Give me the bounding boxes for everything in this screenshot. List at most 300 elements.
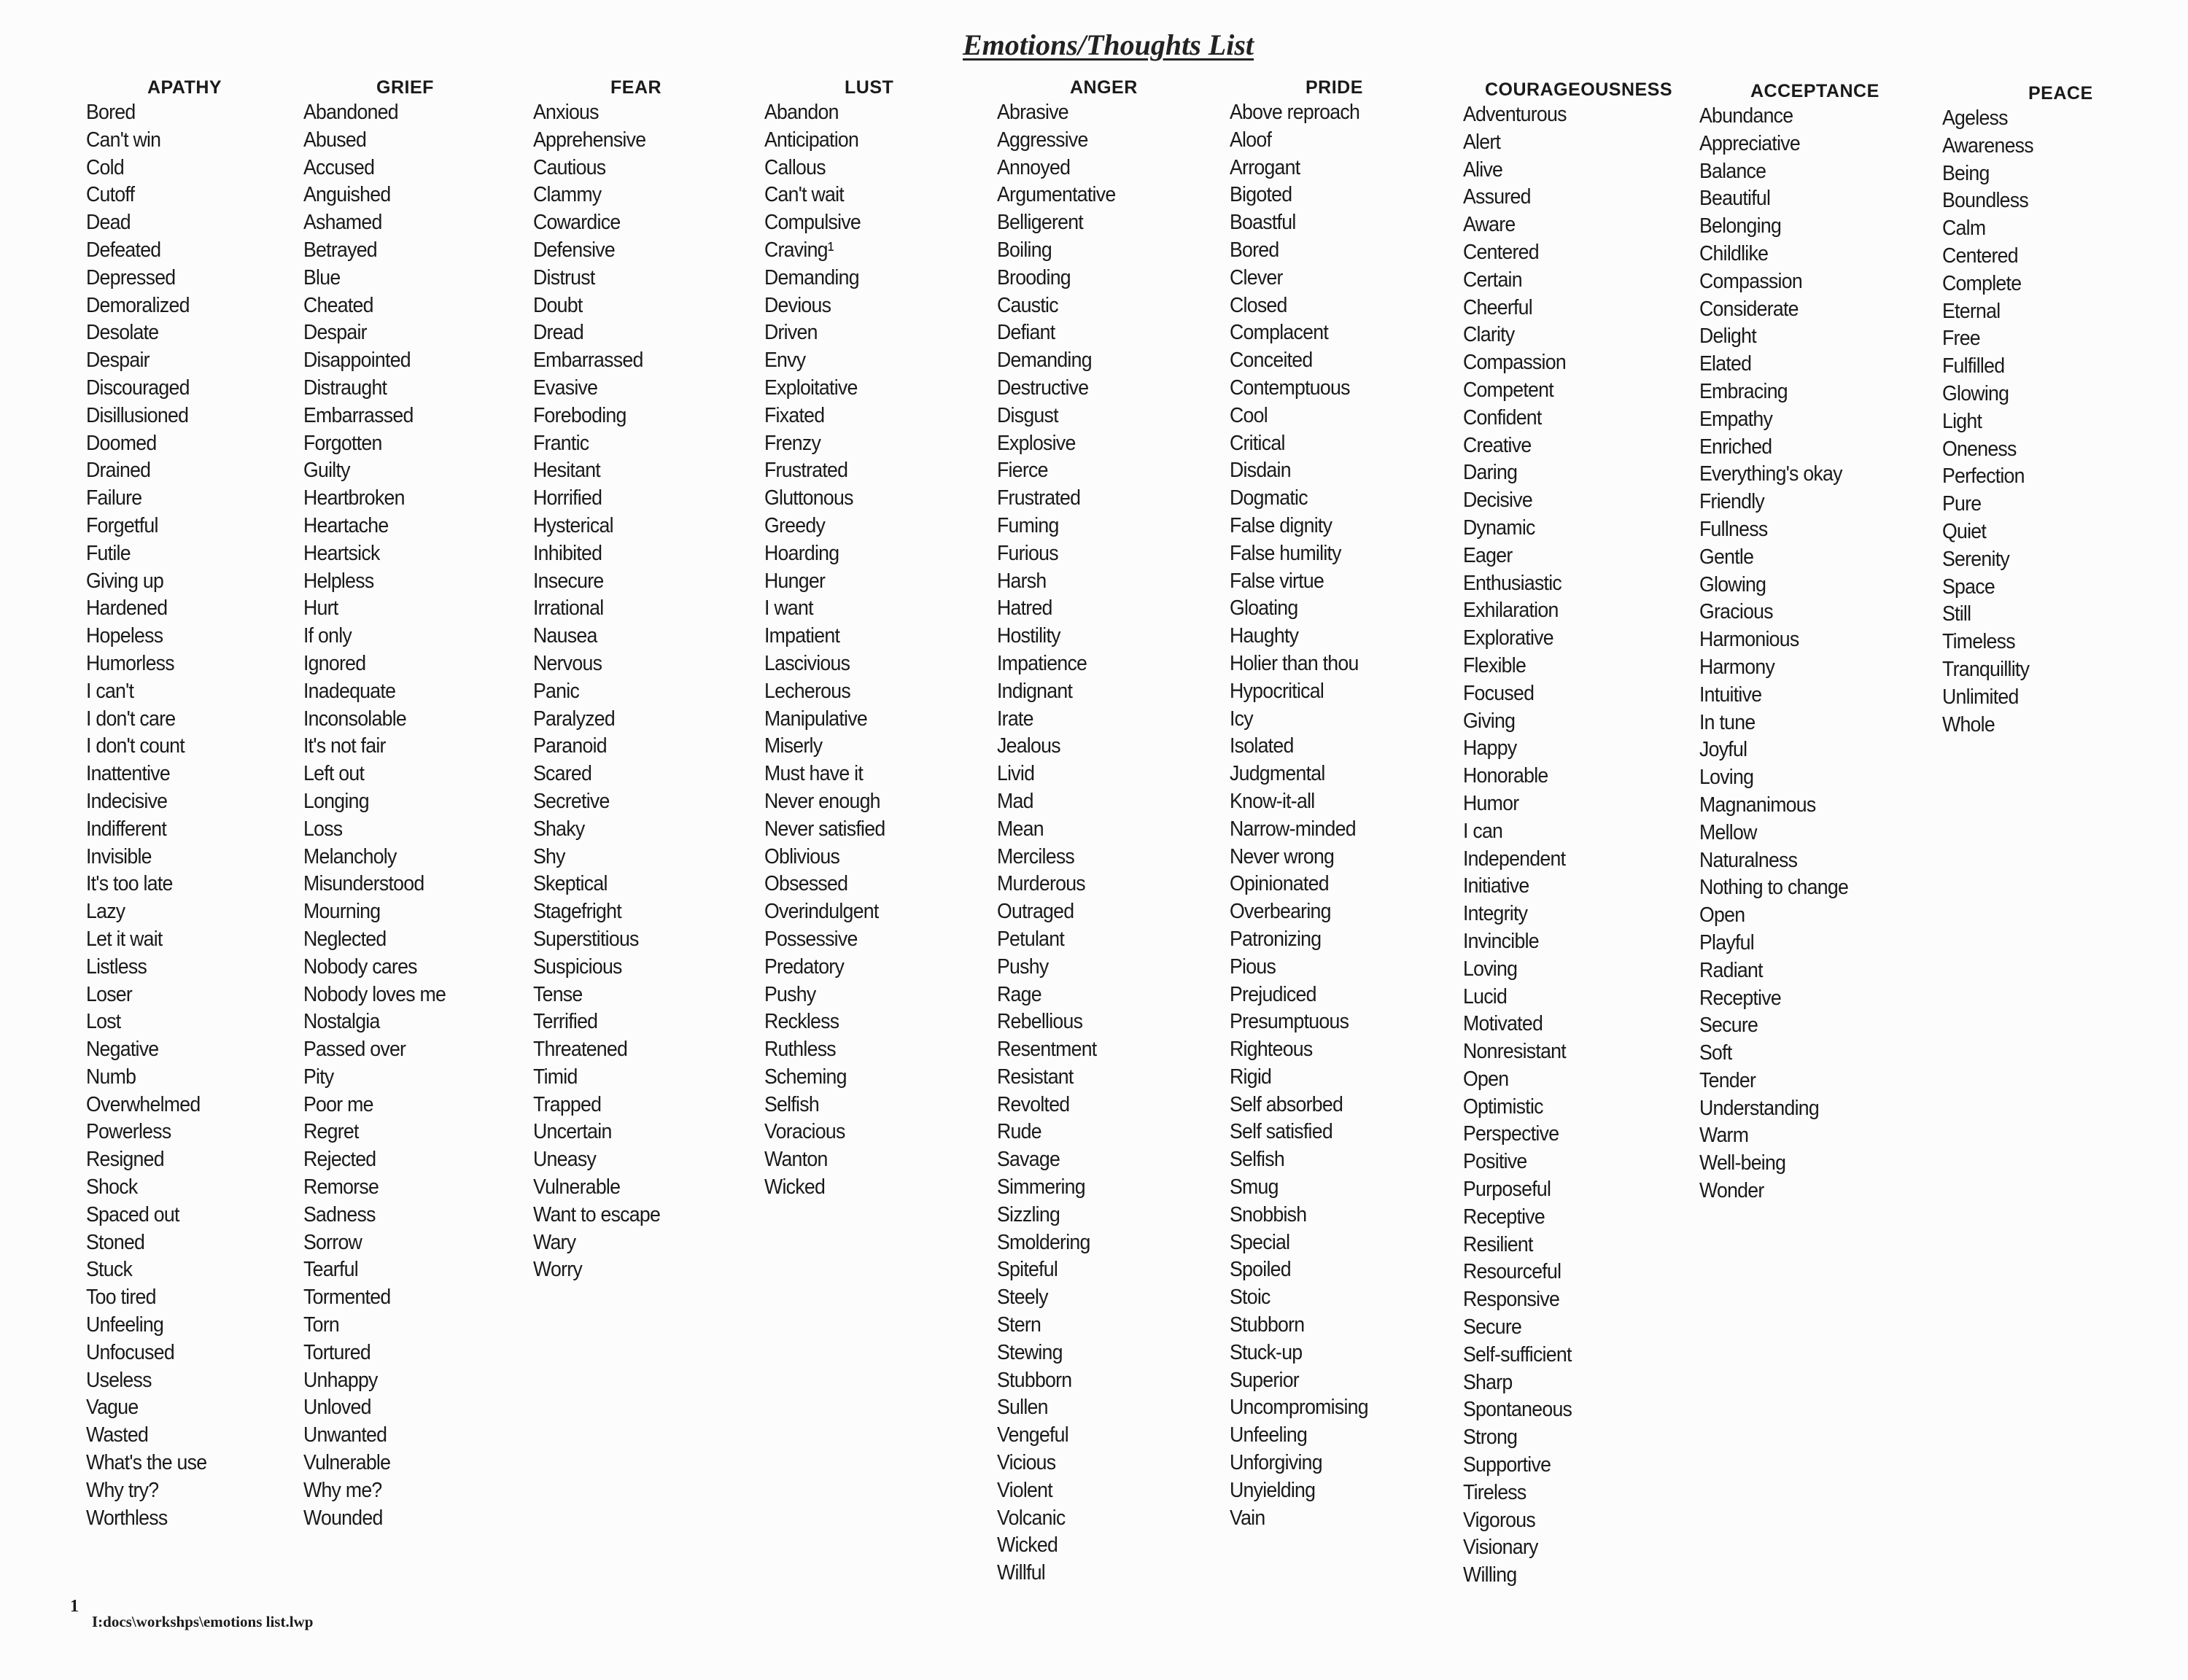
emotion-item: Above reproach: [1230, 101, 1360, 124]
emotion-item: Abrasive: [997, 101, 1068, 124]
emotion-item: Overbearing: [1230, 900, 1331, 924]
emotion-item: Light: [1942, 409, 1982, 433]
emotion-item: Pushy: [764, 982, 816, 1006]
emotion-item: Destructive: [997, 376, 1089, 400]
emotion-item: Stern: [997, 1313, 1041, 1337]
emotion-item: Complacent: [1230, 321, 1329, 345]
emotion-item: Distrust: [533, 265, 595, 289]
emotion-item: Ruthless: [764, 1038, 836, 1062]
emotion-item: Vague: [86, 1396, 139, 1420]
emotion-item: Elated: [1699, 352, 1752, 376]
emotion-item: Independent: [1463, 847, 1566, 871]
emotion-item: Ashamed: [303, 211, 382, 235]
emotion-item: Envy: [764, 349, 806, 373]
emotion-item: Uneasy: [533, 1148, 597, 1172]
emotion-item: Hatred: [997, 596, 1052, 621]
emotion-item: Threatened: [533, 1038, 628, 1062]
emotion-item: Daring: [1463, 461, 1518, 485]
emotion-item: Loser: [86, 982, 133, 1006]
emotion-item: Miserly: [764, 734, 823, 758]
emotion-item: Defiant: [997, 321, 1055, 345]
emotion-item: Worry: [533, 1258, 582, 1282]
emotion-item: Happy: [1463, 736, 1517, 761]
emotion-item: False dignity: [1230, 513, 1332, 537]
emotion-item: Cheated: [303, 293, 373, 317]
emotion-item: Depressed: [86, 265, 176, 289]
emotion-item: Responsive: [1463, 1288, 1560, 1312]
emotion-item: Selfish: [1230, 1148, 1284, 1172]
emotion-item: Resistant: [997, 1065, 1074, 1089]
emotion-item: Evasive: [533, 376, 598, 400]
emotion-item: Sullen: [997, 1396, 1048, 1420]
emotion-item: Gluttonous: [764, 486, 853, 510]
emotion-item: Adventurous: [1463, 103, 1567, 126]
emotion-item: Glowing: [1942, 381, 2009, 405]
emotion-item: Rage: [997, 982, 1041, 1006]
emotion-item: Cautious: [533, 155, 606, 179]
emotion-item: Invincible: [1463, 929, 1539, 953]
emotion-item: Self-sufficient: [1463, 1342, 1572, 1366]
emotion-item: Rigid: [1230, 1065, 1272, 1089]
emotion-item: Empathy: [1699, 407, 1773, 431]
emotion-item: Superior: [1230, 1368, 1299, 1392]
emotion-item: Calm: [1942, 217, 1986, 241]
emotion-item: Alert: [1463, 130, 1501, 154]
emotion-item: Oblivious: [764, 844, 840, 868]
emotion-item: Arrogant: [1230, 155, 1300, 179]
emotion-item: Unlimited: [1942, 685, 2019, 709]
emotion-item: Timid: [533, 1065, 578, 1089]
emotion-item: Sadness: [303, 1202, 376, 1226]
emotion-item: Bored: [86, 101, 136, 124]
emotion-item: Competent: [1463, 378, 1553, 402]
emotion-item: Open: [1463, 1067, 1509, 1091]
emotion-item: Clever: [1230, 265, 1283, 289]
emotion-item: Exploitative: [764, 376, 858, 400]
emotion-item: Tranquillity: [1942, 657, 2030, 681]
emotion-item: Sharp: [1463, 1370, 1513, 1394]
emotion-item: Anticipation: [764, 128, 859, 152]
emotion-item: Humorless: [86, 651, 174, 675]
column-apathy: [86, 76, 222, 1532]
emotion-item: Uncertain: [533, 1120, 612, 1144]
emotion-item: Humor: [1463, 791, 1519, 815]
emotion-item: Resourceful: [1463, 1260, 1562, 1284]
column-header: APATHY: [147, 77, 222, 98]
emotion-item: Wounded: [303, 1506, 383, 1530]
column-courageousness: [1463, 78, 1672, 1590]
column-header: PRIDE: [1306, 77, 1363, 98]
emotion-item: Rude: [997, 1120, 1041, 1144]
emotion-item: Clammy: [533, 183, 602, 207]
emotion-item: Fulfilled: [1942, 354, 2005, 378]
emotion-item: Rejected: [303, 1148, 376, 1172]
emotion-item: Insecure: [533, 569, 604, 593]
emotion-item: Lazy: [86, 900, 125, 924]
emotion-item: Friendly: [1699, 490, 1765, 514]
emotion-item: Lascivious: [764, 651, 850, 675]
emotion-item: Suspicious: [533, 954, 622, 979]
emotion-item: Snobbish: [1230, 1202, 1307, 1226]
emotion-item: Indifferent: [86, 817, 167, 841]
emotion-item: Compassion: [1699, 269, 1802, 293]
column-grief: [303, 76, 458, 1532]
emotion-item: Still: [1942, 602, 1971, 626]
emotion-item: Apprehensive: [533, 128, 646, 152]
emotion-item: Cowardice: [533, 211, 621, 235]
emotion-item: Unhappy: [303, 1368, 378, 1392]
emotion-item: Timeless: [1942, 630, 2015, 654]
emotion-item: Furious: [997, 541, 1058, 565]
emotion-item: Vulnerable: [533, 1175, 621, 1199]
emotion-item: Predatory: [764, 954, 845, 979]
emotion-item: Soft: [1699, 1041, 1732, 1065]
emotion-item: Trapped: [533, 1092, 602, 1116]
emotion-item: Resigned: [86, 1148, 164, 1172]
emotion-item: Let it wait: [86, 927, 163, 951]
emotion-item: Drained: [86, 459, 151, 483]
emotion-item: Quiet: [1942, 519, 1987, 543]
emotion-item: Complete: [1942, 271, 2022, 295]
emotion-item: Heartache: [303, 513, 389, 537]
emotion-item: Fierce: [997, 459, 1048, 483]
emotion-item: Desolate: [86, 321, 159, 345]
emotion-item: Aloof: [1230, 128, 1272, 152]
emotion-item: Compassion: [1463, 351, 1566, 375]
emotion-item: Pious: [1230, 954, 1276, 979]
emotion-item: Want to escape: [533, 1202, 661, 1226]
emotion-item: Awareness: [1942, 133, 2033, 158]
emotion-item: Poor me: [303, 1092, 373, 1116]
emotion-item: Hesitant: [533, 459, 600, 483]
emotion-item: Abused: [303, 128, 367, 152]
emotion-item: Positive: [1463, 1150, 1527, 1174]
emotion-item: Merciless: [997, 844, 1075, 868]
emotion-item: Optimistic: [1463, 1094, 1543, 1119]
emotion-item: Heartbroken: [303, 486, 405, 510]
emotion-item: Conceited: [1230, 349, 1313, 373]
emotion-item: Disgust: [997, 403, 1058, 427]
emotion-item: Heartsick: [303, 541, 380, 565]
emotion-item: Exhilaration: [1463, 599, 1559, 623]
emotion-item: Impatience: [997, 651, 1087, 675]
emotion-item: Forgotten: [303, 431, 382, 455]
emotion-item: Futile: [86, 541, 131, 565]
emotion-item: Unfeeling: [86, 1313, 164, 1337]
emotion-list: [303, 99, 458, 1532]
emotion-item: Lost: [86, 1010, 121, 1034]
emotion-item: Unloved: [303, 1396, 371, 1420]
emotion-item: Boundless: [1942, 189, 2028, 213]
emotion-item: Vengeful: [997, 1423, 1068, 1447]
emotion-item: Hardened: [86, 596, 168, 621]
emotion-item: Radiant: [1699, 958, 1763, 982]
emotion-item: Glowing: [1699, 572, 1766, 596]
emotion-item: Failure: [86, 486, 142, 510]
emotion-item: Belonging: [1699, 214, 1782, 238]
emotion-item: Skeptical: [533, 872, 608, 896]
emotion-item: Regret: [303, 1120, 359, 1144]
emotion-item: Belligerent: [997, 211, 1083, 235]
emotion-item: Frantic: [533, 431, 589, 455]
emotion-item: Steely: [997, 1286, 1048, 1310]
emotion-list: [1699, 103, 1879, 1205]
emotion-item: Nobody cares: [303, 954, 417, 979]
emotion-item: Cold: [86, 155, 124, 179]
emotion-item: Nothing to change: [1699, 876, 1849, 900]
emotion-item: Vulnerable: [303, 1451, 391, 1475]
emotion-item: Listless: [86, 954, 147, 979]
emotion-item: Wonder: [1699, 1179, 1764, 1203]
emotion-item: I can't: [86, 679, 134, 703]
emotion-item: Tortured: [303, 1340, 371, 1364]
emotion-item: Defeated: [86, 238, 161, 262]
emotion-item: Presumptuous: [1230, 1010, 1349, 1034]
emotion-item: Stoned: [86, 1230, 145, 1254]
emotion-item: Stubborn: [997, 1368, 1072, 1392]
emotion-item: If only: [303, 624, 352, 648]
emotion-item: Despair: [303, 321, 367, 345]
emotion-item: Serenity: [1942, 547, 2009, 571]
emotion-item: Overindulgent: [764, 900, 879, 924]
emotion-item: Smoldering: [997, 1230, 1090, 1254]
emotion-item: Terrified: [533, 1010, 598, 1034]
column-acceptance: [1699, 79, 1879, 1205]
emotion-item: Purposeful: [1463, 1178, 1551, 1202]
emotion-item: Compulsive: [764, 211, 861, 235]
emotion-item: Dread: [533, 321, 583, 345]
emotion-item: Self satisfied: [1230, 1120, 1332, 1144]
emotion-item: Loving: [1699, 766, 1754, 790]
emotion-item: Secure: [1699, 1014, 1758, 1038]
emotion-item: Enriched: [1699, 435, 1772, 459]
emotion-item: Space: [1942, 575, 1995, 599]
emotion-item: Appreciative: [1699, 131, 1800, 155]
emotion-item: Ageless: [1942, 106, 2008, 130]
emotion-item: Forgetful: [86, 513, 158, 537]
column-header: PEACE: [2028, 83, 2093, 104]
emotion-item: Hysterical: [533, 513, 613, 537]
emotion-item: Righteous: [1230, 1038, 1313, 1062]
emotion-item: Savage: [997, 1148, 1060, 1172]
emotion-item: Annoyed: [997, 155, 1071, 179]
emotion-item: Anxious: [533, 101, 599, 124]
emotion-item: Horrified: [533, 486, 602, 510]
emotion-item: Doubt: [533, 293, 583, 317]
emotion-item: Holier than thou: [1230, 651, 1359, 675]
emotion-item: Distraught: [303, 376, 387, 400]
emotion-item: Scheming: [764, 1065, 847, 1089]
emotion-list: [86, 99, 222, 1532]
emotion-item: Impatient: [764, 624, 840, 648]
emotion-item: Nausea: [533, 624, 597, 648]
emotion-item: Know-it-all: [1230, 789, 1315, 813]
emotion-item: Unfeeling: [1230, 1423, 1308, 1447]
column-header: ANGER: [1070, 77, 1138, 98]
emotion-item: Disillusioned: [86, 403, 189, 427]
emotion-item: Shy: [533, 844, 565, 868]
emotion-item: Focused: [1463, 681, 1535, 705]
emotion-item: I don't count: [86, 734, 185, 758]
emotion-item: Resilient: [1463, 1232, 1533, 1256]
emotion-item: Accused: [303, 155, 375, 179]
emotion-item: Longing: [303, 789, 369, 813]
emotion-item: Superstitious: [533, 927, 639, 951]
emotion-item: Harsh: [997, 569, 1047, 593]
emotion-item: Guilty: [303, 459, 350, 483]
emotion-item: Understanding: [1699, 1096, 1819, 1120]
emotion-item: Jealous: [997, 734, 1060, 758]
emotion-item: Embarrassed: [303, 403, 414, 427]
emotion-item: Remorse: [303, 1175, 379, 1199]
emotion-item: Considerate: [1699, 297, 1799, 321]
emotion-item: Balance: [1699, 159, 1766, 183]
emotion-item: Being: [1942, 161, 1990, 185]
emotion-item: Voracious: [764, 1120, 845, 1144]
column-fear: [533, 76, 671, 1284]
emotion-item: Alive: [1463, 158, 1503, 182]
emotion-item: Tearful: [303, 1258, 358, 1282]
emotion-item: Can't wait: [764, 183, 844, 207]
emotion-item: Torn: [303, 1313, 339, 1337]
emotion-item: Lecherous: [764, 679, 850, 703]
emotion-item: Can't win: [86, 128, 161, 152]
emotion-item: Nonresistant: [1463, 1040, 1566, 1064]
emotion-item: Irrational: [533, 596, 604, 621]
emotion-item: Hunger: [764, 569, 826, 593]
column-header: ACCEPTANCE: [1750, 81, 1879, 101]
emotion-item: Contemptuous: [1230, 376, 1350, 400]
emotion-item: I can: [1463, 819, 1503, 843]
emotion-item: Unfocused: [86, 1340, 174, 1364]
emotion-item: Never satisfied: [764, 817, 885, 841]
emotion-item: In tune: [1699, 710, 1756, 734]
emotion-item: Inhibited: [533, 541, 602, 565]
emotion-item: Gentle: [1699, 545, 1754, 569]
emotion-item: Mad: [997, 789, 1033, 813]
emotion-item: Greedy: [764, 513, 826, 537]
emotion-item: Demanding: [997, 349, 1092, 373]
emotion-item: Demoralized: [86, 293, 190, 317]
emotion-item: Anguished: [303, 183, 391, 207]
emotion-item: Critical: [1230, 431, 1285, 455]
emotion-item: Sorrow: [303, 1230, 362, 1254]
emotion-item: Smug: [1230, 1175, 1279, 1199]
footer-page-number: 1: [70, 1597, 79, 1616]
emotion-item: Mean: [997, 817, 1044, 841]
emotion-item: Craving¹: [764, 238, 834, 262]
column-peace: [1942, 82, 2093, 739]
emotion-item: It's not fair: [303, 734, 386, 758]
emotion-item: Doomed: [86, 431, 157, 455]
emotion-item: Wicked: [997, 1533, 1058, 1558]
emotion-item: Panic: [533, 679, 580, 703]
emotion-item: Uncompromising: [1230, 1396, 1368, 1420]
emotion-item: Joyful: [1699, 738, 1747, 762]
emotion-item: Unforgiving: [1230, 1451, 1322, 1475]
emotion-item: Inattentive: [86, 762, 171, 786]
emotion-item: Receptive: [1699, 986, 1782, 1010]
emotion-item: Betrayed: [303, 238, 377, 262]
column-header: LUST: [845, 77, 894, 98]
column-anger: [997, 76, 1138, 1587]
emotion-item: Tireless: [1463, 1480, 1526, 1504]
emotion-item: Paranoid: [533, 734, 607, 758]
emotion-item: Perfection: [1942, 464, 2025, 489]
emotion-item: Tender: [1699, 1068, 1756, 1092]
emotion-item: Judgmental: [1230, 762, 1325, 786]
emotion-item: Secretive: [533, 789, 610, 813]
emotion-item: Passed over: [303, 1038, 406, 1062]
emotion-item: Isolated: [1230, 734, 1294, 758]
emotion-item: Spaced out: [86, 1202, 179, 1226]
emotion-item: Why me?: [303, 1478, 382, 1502]
column-header: FEAR: [610, 77, 662, 98]
emotion-item: Vigorous: [1463, 1508, 1535, 1532]
emotion-item: Certain: [1463, 268, 1522, 292]
emotion-list: [764, 99, 896, 1202]
emotion-item: Dynamic: [1463, 516, 1535, 540]
emotion-item: Revolted: [997, 1092, 1070, 1116]
emotion-item: Narrow-minded: [1230, 817, 1356, 841]
emotion-item: Abandoned: [303, 101, 398, 124]
emotion-item: Pity: [303, 1065, 334, 1089]
emotion-item: Clarity: [1463, 323, 1515, 347]
emotion-item: Stuck: [86, 1258, 133, 1282]
emotion-item: Despair: [86, 349, 150, 373]
emotion-item: It's too late: [86, 872, 173, 896]
column-header: COURAGEOUSNESS: [1485, 79, 1673, 100]
emotion-item: Motivated: [1463, 1012, 1543, 1036]
emotion-item: Unyielding: [1230, 1478, 1316, 1502]
emotion-item: Patronizing: [1230, 927, 1322, 951]
emotion-item: I want: [764, 596, 813, 621]
emotion-item: Petulant: [997, 927, 1065, 951]
emotion-item: Integrity: [1463, 902, 1528, 926]
emotion-item: Loss: [303, 817, 343, 841]
emotion-item: Devious: [764, 293, 831, 317]
emotion-item: I don't care: [86, 707, 176, 731]
emotion-item: Spiteful: [997, 1258, 1058, 1282]
emotion-item: Playful: [1699, 930, 1754, 954]
page-title: Emotions/Thoughts List: [963, 28, 1254, 61]
emotion-item: Inconsolable: [303, 707, 406, 731]
emotion-item: Numb: [86, 1065, 136, 1089]
emotion-item: Boiling: [997, 238, 1052, 262]
emotion-item: Stagefright: [533, 900, 621, 924]
emotion-item: Eternal: [1942, 299, 2001, 323]
emotion-item: Foreboding: [533, 403, 626, 427]
emotion-item: Resentment: [997, 1038, 1097, 1062]
emotion-item: Irate: [997, 707, 1033, 731]
emotion-item: Negative: [86, 1038, 159, 1062]
emotion-item: Tormented: [303, 1286, 391, 1310]
emotion-item: Caustic: [997, 293, 1058, 317]
emotion-item: Confident: [1463, 405, 1542, 429]
emotion-item: Invisible: [86, 844, 152, 868]
emotion-item: Flexible: [1463, 653, 1526, 677]
emotion-item: Vain: [1230, 1506, 1265, 1530]
emotion-item: Embracing: [1699, 379, 1788, 403]
emotion-item: Callous: [764, 155, 826, 179]
emotion-item: Driven: [764, 321, 818, 345]
footer-file-path: I:docs\workshps\emotions list.lwp: [92, 1613, 314, 1630]
emotion-item: Wasted: [86, 1423, 149, 1447]
emotion-list: [1463, 101, 1672, 1590]
column-pride: [1230, 76, 1380, 1532]
emotion-item: Never enough: [764, 789, 880, 813]
emotion-item: Must have it: [764, 762, 864, 786]
